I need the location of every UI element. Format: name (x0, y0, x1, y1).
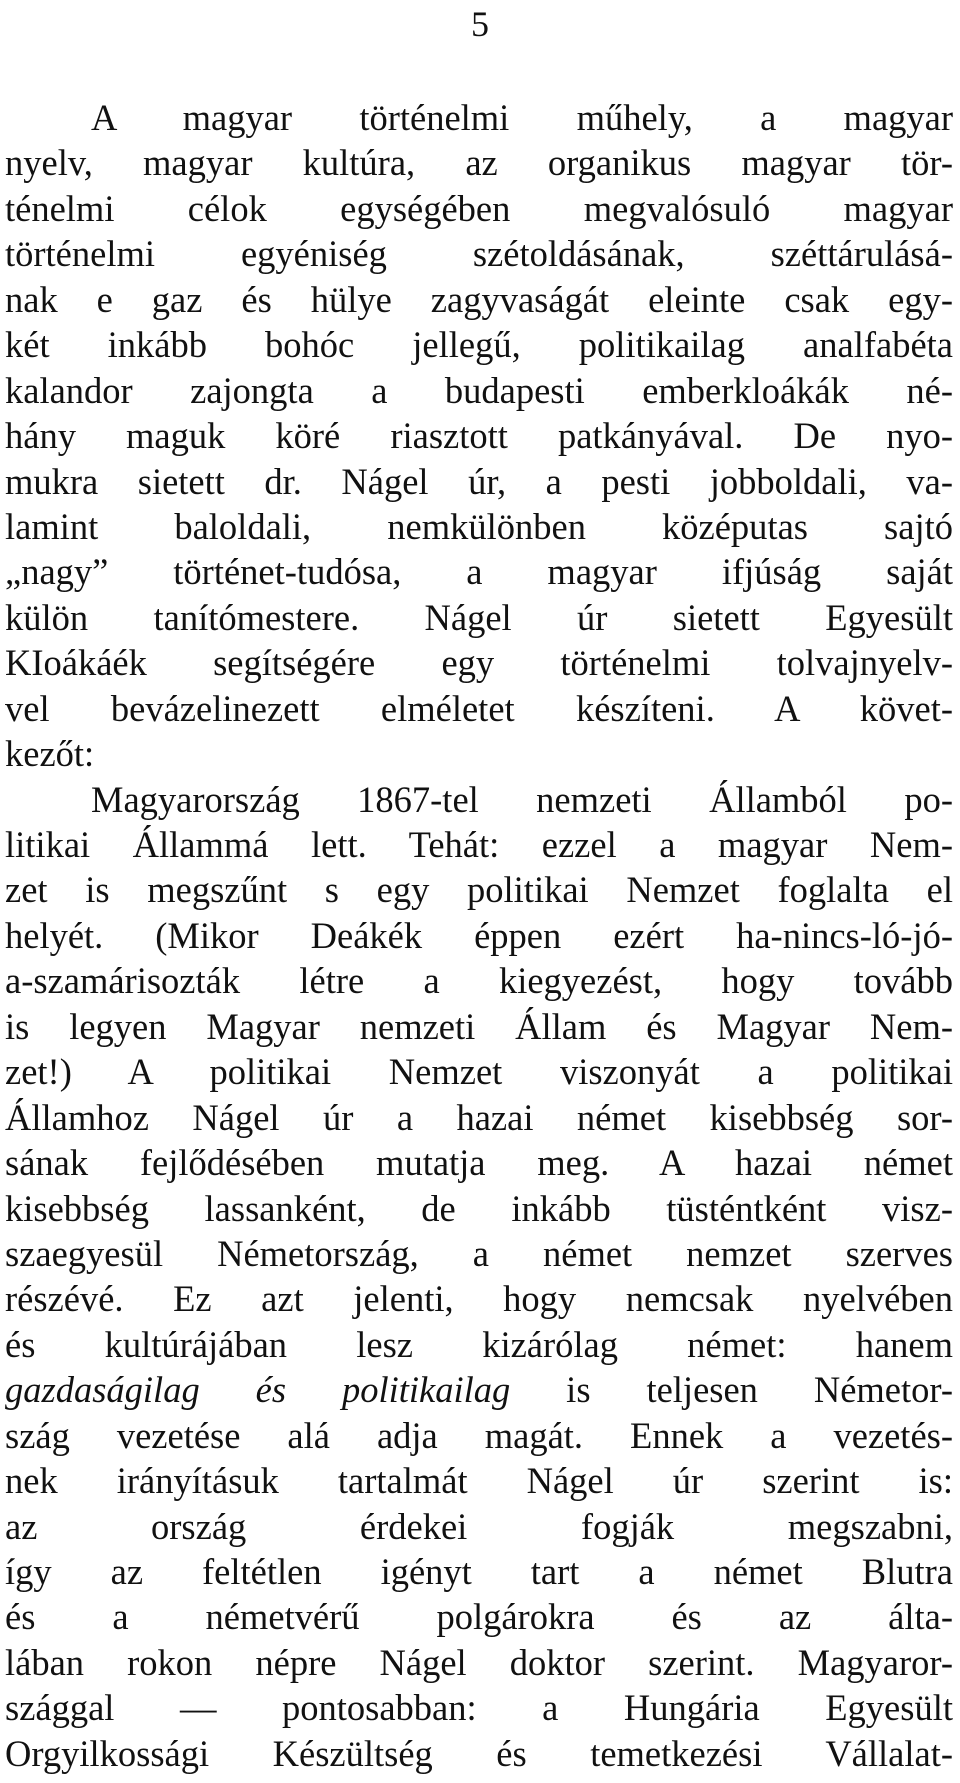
text-line: két inkább bohóc jellegű, politikailag analfabéta (5, 324, 953, 366)
text-line: sának fejlődésében mutatja meg. A hazai német (5, 1142, 953, 1184)
text-line: A magyar történelmi műhely, a magyar (91, 97, 953, 138)
text-line: és a németvérű polgárokra és az álta- (5, 1596, 953, 1638)
text-line: vel bevázelinezett elméletet készíteni. A követ- (5, 687, 953, 729)
text-line: nek irányításuk tartalmát Nágel úr szerint is: (5, 1460, 953, 1502)
text-line: zet is megszűnt s egy politikai Nemzet foglalta el (5, 869, 953, 911)
text-line: lában rokon népre Nágel doktor szerint. Magyaror- (5, 1641, 953, 1683)
text-line: nak e gaz és hülye zagyvaságát eleinte csak egy- (5, 278, 953, 320)
text-line: ténelmi célok egységében megvalósuló magyar (5, 187, 953, 229)
text-line: szággal — pontosabban: a Hungária Egyesült (5, 1687, 953, 1729)
text-line: nyelv, magyar kultúra, az organikus magyar tör- (5, 142, 953, 184)
text-line: is legyen Magyar nemzeti Állam és Magyar Nem- (5, 1005, 953, 1047)
text-line: Magyarország 1867-tel nemzeti Államból po- (91, 778, 953, 820)
text-line: helyét. (Mikor Deákék éppen ezért ha-nincs-ló-jó- (5, 914, 953, 956)
line-rest: is teljesen Németor- (510, 1369, 953, 1411)
text-line: így az feltétlen igényt tart a német Blutra (5, 1551, 953, 1592)
text-line: Orgyilkossági Készültség és temetkezési Vállalat- (5, 1732, 953, 1774)
text-line: litikai Állammá lett. Tehát: ezzel a magyar Nem- (5, 824, 953, 865)
text-line: kalandor zajongta a budapesti emberkloákák né- (5, 369, 953, 411)
text-line: hány maguk köré riasztott patkányával. De nyo- (5, 415, 953, 457)
text-line: „nagy” történet-tudósa, a magyar ifjúság saját (5, 551, 953, 593)
italic-phrase: gazdaságilag és politikailag (5, 1369, 511, 1411)
text-line: Államhoz Nágel úr a hazai német kisebbség sor- (5, 1096, 953, 1138)
text-line: részévé. Ez azt jelenti, hogy nemcsak nyelvében (5, 1278, 953, 1320)
text-line: és kultúrájában lesz kizárólag német: hanem (5, 1323, 953, 1365)
text-line: KIoákáék segítségére egy történelmi tolvajnyelv- (5, 642, 953, 684)
text-line: lamint baloldali, nemkülönben középutas sajtó (5, 505, 953, 547)
text-line: szaegyesül Németország, a német nemzet szerves (5, 1232, 953, 1274)
text-line: a-szamárisozták létre a kiegyezést, hogy tovább (5, 960, 953, 1002)
text-line: az ország érdekei fogják megszabni, (5, 1505, 953, 1547)
body-text (5, 95, 953, 1776)
text-line: zet!) A politikai Nemzet viszonyát a politikai (5, 1051, 953, 1093)
text-line: kisebbség lassanként, de inkább tüsténtként visz- (5, 1187, 953, 1229)
text-line (5, 1367, 953, 1412)
text-line: szág vezetése alá adja magát. Ennek a vezetés- (5, 1414, 953, 1456)
text-line: külön tanítómestere. Nágel úr sietett Egyesült (5, 596, 953, 638)
text-line: történelmi egyéniség szétoldásának, széttárulásá- (5, 233, 953, 275)
text-line: mukra sietett dr. Nágel úr, a pesti jobboldali, va- (5, 460, 953, 502)
text-line: kezőt: (5, 733, 95, 775)
page-number: 5 (471, 4, 489, 44)
